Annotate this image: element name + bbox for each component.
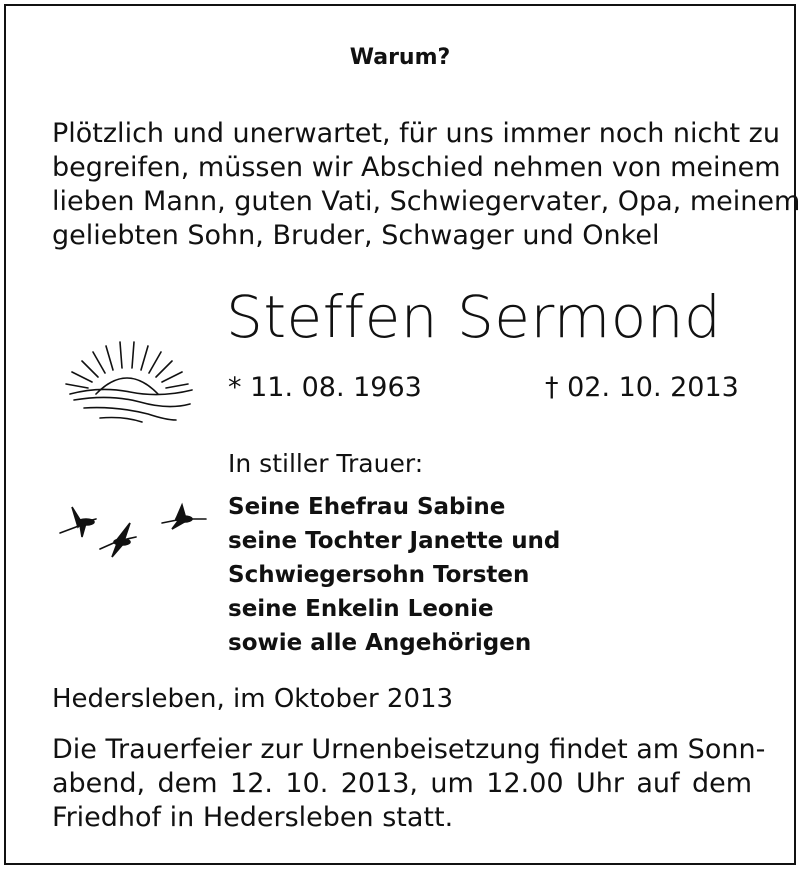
- mourner: sowie alle Angehörigen: [228, 630, 532, 656]
- funeral-notice-line: Die Trauerfeier zur Urnenbeisetzung findet am Sonn-: [52, 734, 766, 765]
- sunset-icon: [60, 328, 200, 428]
- funeral-notice-line: Friedhof in Hedersleben statt.: [52, 802, 454, 833]
- birth-date: * 11. 08. 1963: [228, 372, 422, 403]
- deceased-name: Steffen Sermond: [226, 283, 722, 351]
- mourners-list: [228, 490, 560, 660]
- mourner: Seine Ehefrau Sabine: [228, 494, 506, 520]
- mourner: seine Enkelin Leonie: [228, 596, 494, 622]
- intro-line: begreifen, müssen wir Abschied nehmen von meinem: [52, 152, 781, 183]
- mourning-intro: In stiller Trauer:: [228, 449, 424, 478]
- death-date: † 02. 10. 2013: [545, 372, 739, 403]
- intro-line: Plötzlich und unerwartet, für uns immer noch nicht zu: [52, 118, 780, 149]
- flying-birds-icon: [52, 497, 212, 561]
- mourner: seine Tochter Janette und: [228, 528, 561, 554]
- funeral-notice-line: abend, dem 12. 10. 2013, um 12.00 Uhr auf dem: [52, 768, 752, 799]
- place-date: Hedersleben, im Oktober 2013: [52, 684, 454, 714]
- notice-heading: Warum?: [349, 45, 451, 70]
- intro-line: lieben Mann, guten Vati, Schwiegervater, Opa, meinem: [52, 186, 800, 217]
- mourner: Schwiegersohn Torsten: [228, 562, 530, 588]
- intro-line: geliebten Sohn, Bruder, Schwager und Onkel: [52, 220, 660, 251]
